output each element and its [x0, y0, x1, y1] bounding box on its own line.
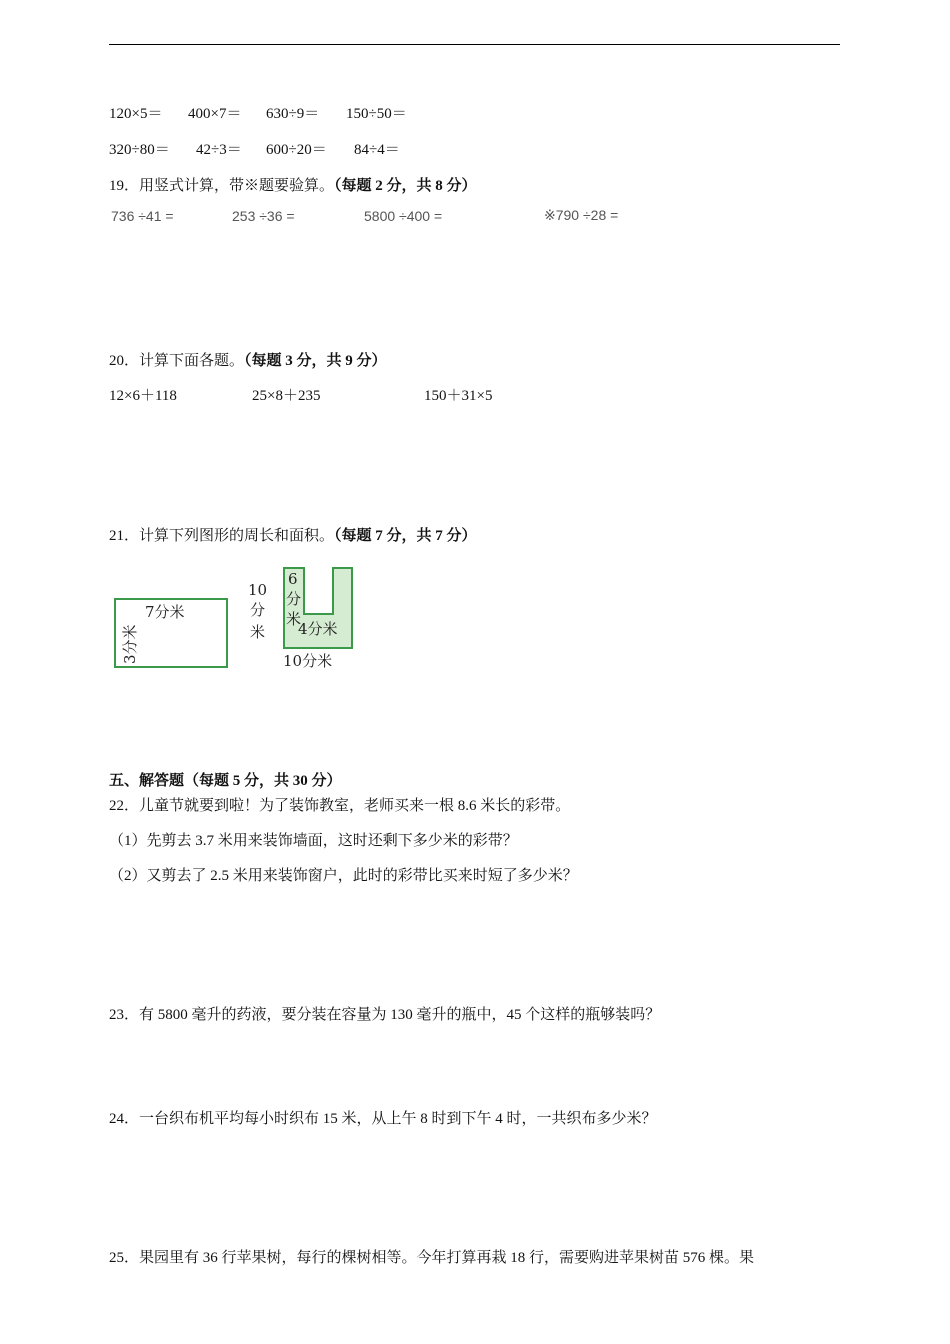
oral-calc-item: 120×5＝ [109, 106, 163, 122]
question-score: （每题 7 分，共 7 分） [334, 528, 477, 544]
question-22-sub-2: （2）又剪去了 2.5 米用来装饰窗户，此时的彩带比买来时短了多少米？ [109, 868, 578, 884]
question-25-line: 25．果园里有 36 行苹果树，每行的棵树相等。今年打算再栽 18 行，需要购进苹果树苗 576 棵。果 [109, 1250, 755, 1266]
oral-calc-item: 150÷50＝ [346, 106, 407, 122]
u-left-label-1: 10 [248, 581, 268, 599]
calc-item: 12×6＋118 [109, 388, 177, 404]
header-rule [109, 44, 840, 45]
question-score: （每题 3 分，共 9 分） [244, 353, 387, 369]
question-19-heading [109, 174, 477, 195]
u-notch-width-label: 4分米 [298, 620, 338, 638]
question-text: 计算下面各题。 [139, 353, 245, 369]
rect-width-label: 7分米 [145, 603, 185, 621]
u-notch-label-1: 6 [288, 570, 298, 588]
question-number: 21． [109, 528, 140, 544]
u-left-label-3: 米 [250, 623, 266, 641]
u-notch-label-2: 分 [286, 590, 302, 608]
question-number: 20． [109, 353, 140, 369]
calc-item: 25×8＋235 [252, 388, 321, 404]
question-23-line: 23．有 5800 毫升的药液，要分装在容量为 130 毫升的瓶中，45 个这样的瓶够装吗？ [109, 1007, 661, 1023]
question-text: 计算下列图形的周长和面积。 [139, 528, 335, 544]
u-notch-label-3: 米 [286, 610, 302, 628]
vertical-calc-item: 5800 ÷400 = [364, 208, 443, 224]
question-21-heading [109, 524, 477, 545]
oral-calc-item: 42÷3＝ [196, 142, 242, 158]
vertical-calc-item: 253 ÷36 = [232, 208, 295, 224]
oral-calc-item: 400×7＝ [188, 106, 242, 122]
oral-calc-item: 320÷80＝ [109, 142, 170, 158]
question-22-line: 22．儿童节就要到啦！为了装饰教室，老师买来一根 8.6 米长的彩带。 [109, 798, 571, 814]
vertical-calc-item: ※790 ÷28 = [544, 207, 619, 223]
geometry-figures [105, 562, 365, 674]
u-bottom-label: 10分米 [283, 652, 333, 670]
question-24-line: 24．一台织布机平均每小时织布 15 米，从上午 8 时到下午 4 时，一共织布多少米？ [109, 1111, 657, 1127]
question-score: （每题 2 分，共 8 分） [334, 178, 477, 194]
question-text: 用竖式计算，带※题要验算。 [139, 178, 335, 194]
question-20-heading [109, 349, 387, 370]
u-left-label-2: 分 [250, 601, 266, 619]
oral-calc-item: 84÷4＝ [354, 142, 400, 158]
question-22-sub-1: （1）先剪去 3.7 米用来装饰墙面，这时还剩下多少米的彩带？ [109, 833, 518, 849]
oral-calc-item: 630÷9＝ [266, 106, 320, 122]
oral-calc-item: 600÷20＝ [266, 142, 327, 158]
calc-item: 150＋31×5 [424, 388, 493, 404]
rect-height-label: 3分米 [121, 624, 139, 664]
question-number: 19． [109, 178, 140, 194]
section-5-title: 五、解答题（每题 5 分，共 30 分） [109, 773, 342, 789]
vertical-calc-item: 736 ÷41 = [111, 208, 174, 224]
